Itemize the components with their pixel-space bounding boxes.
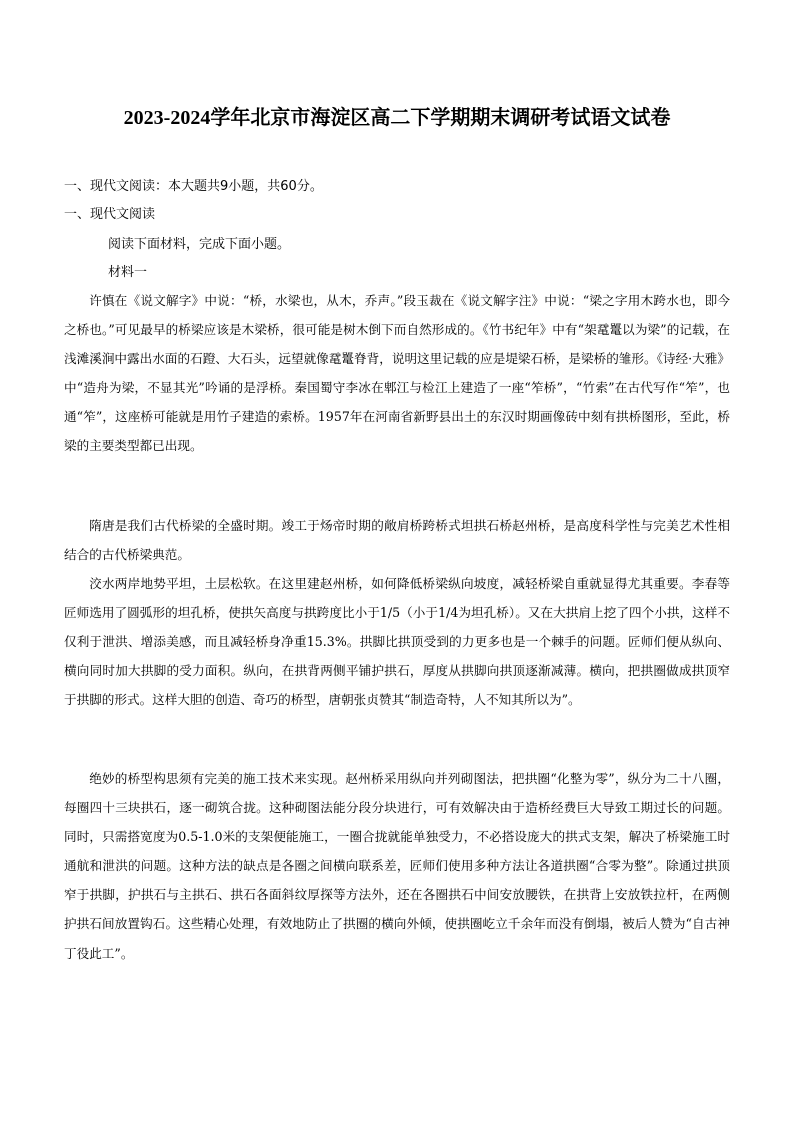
material-label: 材料一 xyxy=(108,265,148,280)
section-intro xyxy=(64,178,323,196)
paragraph-3: 洨水两岸地势平坦，土层松软。在这里建赵州桥，如何降低桥梁纵向坡度，减轻桥梁自重就显得尤其重要。李春等匠师选用了圆弧形的坦孔桥，使拱矢高度与拱跨度比小于1/5（小于1/4为坦孔桥）。又在大拱肩上挖了四个小拱，这样不仅利于泄洪、增添美感，而且减轻桥身净重15.3%。拱脚比拱顶受到的力更多也是一个棘手的问题。匠师们便从纵向、横向同时加大拱脚的受力面积。纵向，在拱背两侧平铺护拱石，厚度从拱脚向拱顶逐渐减薄。横向，把拱圈做成拱顶窄于拱脚的形式。这样大胆的创造、奇巧的桥型，唐朝张贞赞其“制造奇特，人不知其所以为”。 xyxy=(64,576,730,708)
section-heading xyxy=(64,206,155,224)
section-intro-text: 一、现代文阅读：本大题共9小题，共60分。 xyxy=(64,179,323,194)
document-title: 2023-2024学年北京市海淀区高二下学期期末调研考试语文试卷 xyxy=(123,107,671,129)
section-heading-text: 一、现代文阅读 xyxy=(64,207,156,222)
paragraph-4: 绝妙的桥型构思须有完美的施工技术来实现。赵州桥采用纵向并列砌图法，把拱圈“化整为零”，纵分为二十八圈，每圈四十三块拱石，逐一砌筑合拢。这种砌图法能分段分块进行，可有效解决由于造桥经费巨大导致工期过长的问题。同时，只需搭宽度为0.5-1.0米的支架便能施工，一圈合拢就能单独受力，不必搭设庞大的拱式支架，解决了桥梁施工时通航和泄洪的问题。这种方法的缺点是各圈之间横向联系差，匠师们使用多种方法让各道拱圈“合零为整”。除通过拱顶窄于拱脚，护拱石与主拱石、拱石各面斜纹厚探等方法外，还在各圈拱石中间安放腰铁，在拱背上安放铁拉杆，在两侧护拱石间放置钩石。这些精心处理，有效地防止了拱圈的横向外倾，使拱圈屹立千余年而没有倒塌，被后人赞为“自古神丁役此工”。 xyxy=(64,771,730,961)
paragraph-2: 隋唐是我们古代桥梁的全盛时期。竣工于炀帝时期的敞肩桥跨桥式坦拱石桥赵州桥，是高度科学性与完美艺术性相结合的古代桥梁典范。 xyxy=(64,518,730,563)
paragraph-1: 许慎在《说文解字》中说：“桥，水梁也，从木，乔声。”段玉裁在《说文解字注》中说：“梁之字用木跨水也，即今之桥也。”可见最早的桥梁应该是木梁桥，很可能是树木倒下而自然形成的。《竹书纪年》中有“架鼋鼍以为梁”的记载，在浅滩溪涧中露出水面的石蹬、大石头，远望就像鼋鼍脊背，说明这里记载的应是堤梁石桥，是梁桥的雏形。《诗经·大雅》中“造舟为梁，不显其光”吟诵的是浮桥。秦国蜀守李冰在郫江与检江上建造了一座“笮桥”，“竹索”在古代写作“笮”，也通“笮”，这座桥可能就是用竹子建造的索桥。1957年在河南省新野县出土的东汉时期画像砖中刻有拱桥图形，至此，桥梁的主要类型都已出现。 xyxy=(64,293,730,454)
reading-instruction: 阅读下面材料，完成下面小题。 xyxy=(108,237,291,252)
